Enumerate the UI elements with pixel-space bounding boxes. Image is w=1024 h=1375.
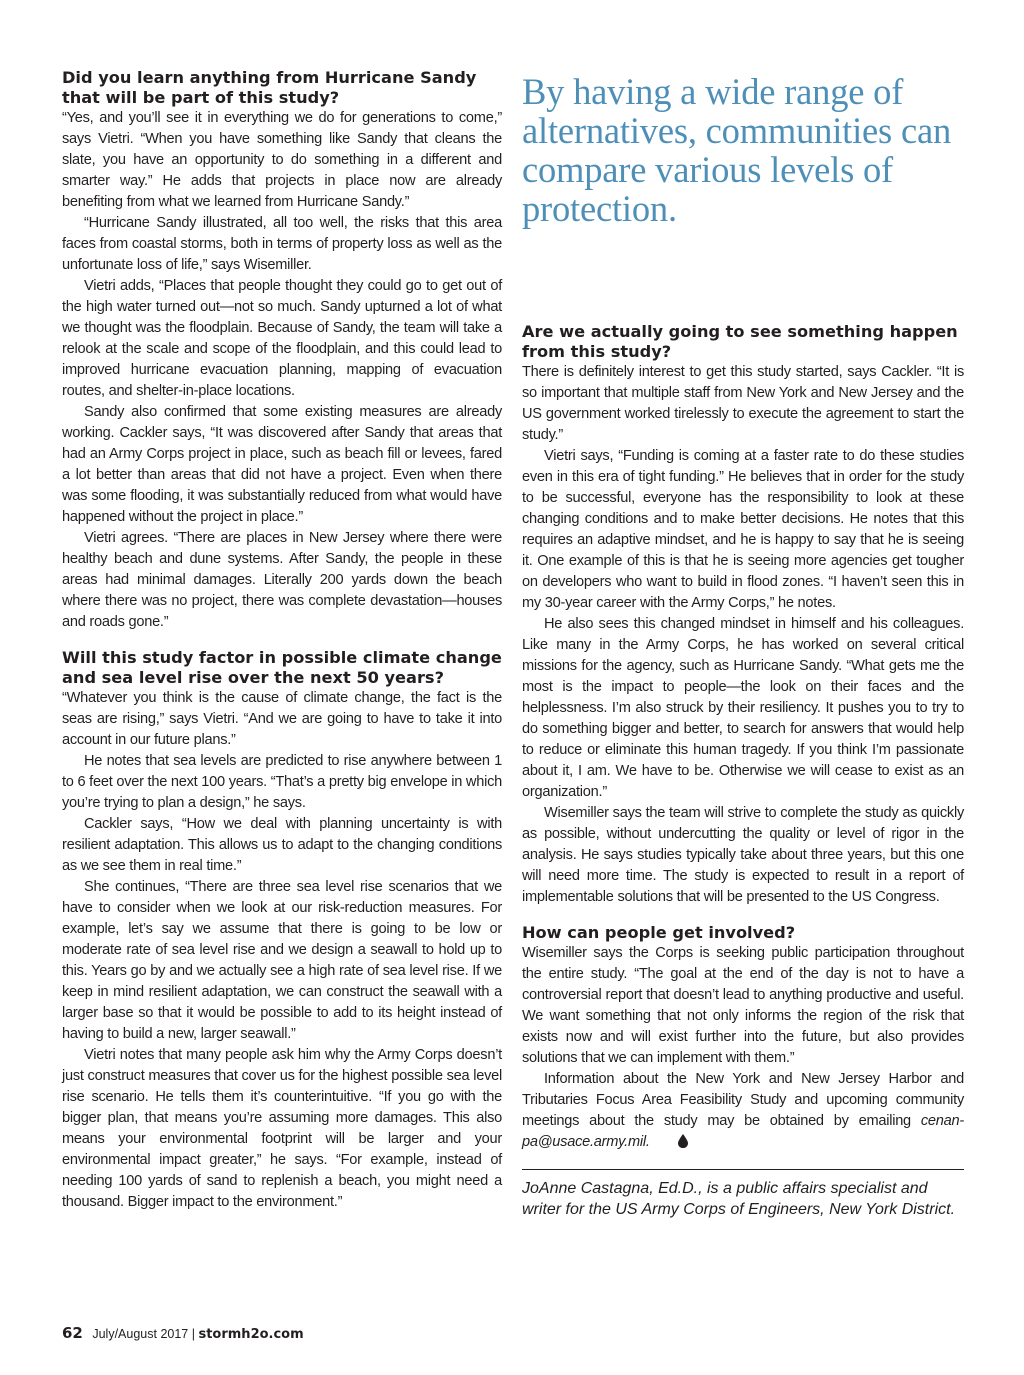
author-bio [522, 1178, 964, 1220]
left-column [62, 68, 502, 1213]
page-number: 62 [62, 1324, 83, 1342]
paragraph: “Yes, and you’ll see it in everything we do for generations to come,” says Vietri. “When you have something like Sandy that cleans the slate, you have an opportunity to do something in a different and smarter way.” He adds that projects in place now are already benefiting from what we learned from Hurricane Sandy.” [62, 110, 502, 210]
page-footer [62, 1324, 304, 1342]
author-bio-text: , Ed.D., is a public affairs specialist and writer for the US Army Corps of Engineers, New York District. [522, 1180, 956, 1218]
section-heading-climate-change: Will this study factor in possible climate change and sea level rise over the next 50 years? [62, 648, 502, 687]
pull-quote: By having a wide range of alternatives, communities can compare various levels of protection. [522, 71, 952, 229]
spacer [522, 908, 964, 923]
paragraph: Vietri agrees. “There are places in New Jersey where there were healthy beach and dune systems. After Sandy, the people in these areas had minimal damages. Literally 200 yards down the beach where there was no project, there was complete devastation—houses and roads gone.” [62, 530, 502, 630]
paragraph: She continues, “There are three sea level rise scenarios that we have to consider when we look at our risk-reduction measures. For example, let’s say we assume that there is going to be low or moderate rate of sea level rise and we design a seawall to hold up to this. Years go by and we actually see a high rate of sea level rise. If we keep in mind resilient adaptation, we can construct the seawall with a larger base so that it would be possible to add to its height instead of having to build a new, larger seawall.” [62, 879, 502, 1042]
email-link[interactable]: cenan-pa@usace.army.mil. [522, 1113, 964, 1150]
paragraph: Vietri adds, “Places that people thought they could go to get out of the high water turned out—not so much. Sandy upturned a lot of what we thought was the floodplain. Because of Sandy, the team will take a relook at the scale and scope of the floodplain, and this could lead to improved hurricane evacuation planning, mapping of evacuation routes, and shelter-in-place locations. [62, 278, 502, 399]
paragraph: There is definitely interest to get this study started, says Cackler. “It is so important that multiple staff from New York and New Jersey and the US government worked tirelessly to execute the agreement to start the study.” [522, 364, 964, 443]
right-column [522, 68, 964, 1220]
bio-divider [522, 1169, 964, 1170]
paragraph [522, 1069, 964, 1155]
issue-date: July/August 2017 | [92, 1327, 195, 1341]
paragraph-text: Information about the New York and New Jersey Harbor and Tributaries Focus Area Feasibility Study and upcoming community meetings about the study may be obtained by emailing [522, 1071, 964, 1129]
paragraph: He notes that sea levels are predicted to rise anywhere between 1 to 6 feet over the next 100 years. “That’s a pretty big envelope in which you’re trying to plan a design,” he says. [62, 753, 502, 811]
paragraph: Wisemiller says the Corps is seeking public participation throughout the entire study. “The goal at the end of the day is not to have a controversial report that doesn’t lead to anything productive and useful. We want something that not only informs the region of the risk that exists now and will exist further into the future, but also provides solutions that we can implement with them.” [522, 945, 964, 1066]
paragraph: Cackler says, “How we deal with planning uncertainty is with resilient adaptation. This allows us to adapt to the changing conditions as we see them in real time.” [62, 816, 502, 874]
paragraph: He also sees this changed mindset in himself and his colleagues. Like many in the Army Corps, he has worked on several critical missions for the agency, such as Hurricane Sandy. “What gets me the most is the impact to people—the look on their faces and the helplessness. I’m also struck by their resiliency. It pushes you to try to do something bigger and better, to search for answers that would help to reduce or eliminate this human tragedy. If you think I’m passionate about it, I am. We have to be. Otherwise we will cease to exist as an organization.” [522, 616, 964, 800]
paragraph: “Whatever you think is the cause of climate change, the fact is the seas are rising,” says Vietri. “And we are going to have to take it into account in our future plans.” [62, 690, 502, 748]
spacer [62, 633, 502, 648]
paragraph: Wisemiller says the team will strive to complete the study as quickly as possible, without undercutting the quality or level of rigor in the analysis. He says studies typically take about three years, but this one will need more time. The study is expected to result in a report of implementable solutions that will be presented to the US Congress. [522, 805, 964, 905]
paragraph: Sandy also confirmed that some existing measures are already working. Cackler says, “It was discovered after Sandy that areas that had an Army Corps project in place, such as beach fill or levees, fared a lot better than areas that did not have a project. Even when there was some flooding, it was substantially reduced from what would have happened without the project in place.” [62, 404, 502, 525]
section-heading-get-involved: How can people get involved? [522, 923, 796, 942]
paragraph: Vietri says, “Funding is coming at a faster rate to do these studies even in this era of tight funding.” He believes that in order for the study to be successful, everyone has the responsibility to look at these changing conditions and to make better decisions. He notes that this requires an adaptive mindset, and he is happy to say that he is seeing it. One example of this is that he is seeing more agencies get tougher on developers who want to build in flood zones. “I haven’t seen this in my 30-year career with the Army Corps,” he notes. [522, 448, 964, 611]
paragraph: “Hurricane Sandy illustrated, all too well, the risks that this area faces from coastal storms, both in terms of property loss as well as the unfortunate loss of life,” says Wisemiller. [62, 215, 502, 273]
section-heading-study-outcome: Are we actually going to see something happen from this study? [522, 322, 958, 361]
author-name: JoAnne Castagna [522, 1180, 650, 1197]
water-drop-icon [656, 1134, 688, 1155]
paragraph: Vietri notes that many people ask him why the Army Corps doesn’t just construct measures that cover us for the highest possible sea level rise scenario. He tells them it’s counterintuitive. “If you go with the bigger plan, that means you’re assuming more damages. This also means your environmental footprint will be larger and your environmental impact greater,” he says. “For example, instead of needing 100 yards of sand to replenish a beach, you might need a thousand. Bigger impact to the environment.” [62, 1047, 502, 1210]
spacer [522, 228, 964, 322]
section-heading-hurricane-sandy: Did you learn anything from Hurricane Sandy that will be part of this study? [62, 68, 477, 107]
site-url[interactable]: stormh2o.com [198, 1327, 304, 1342]
